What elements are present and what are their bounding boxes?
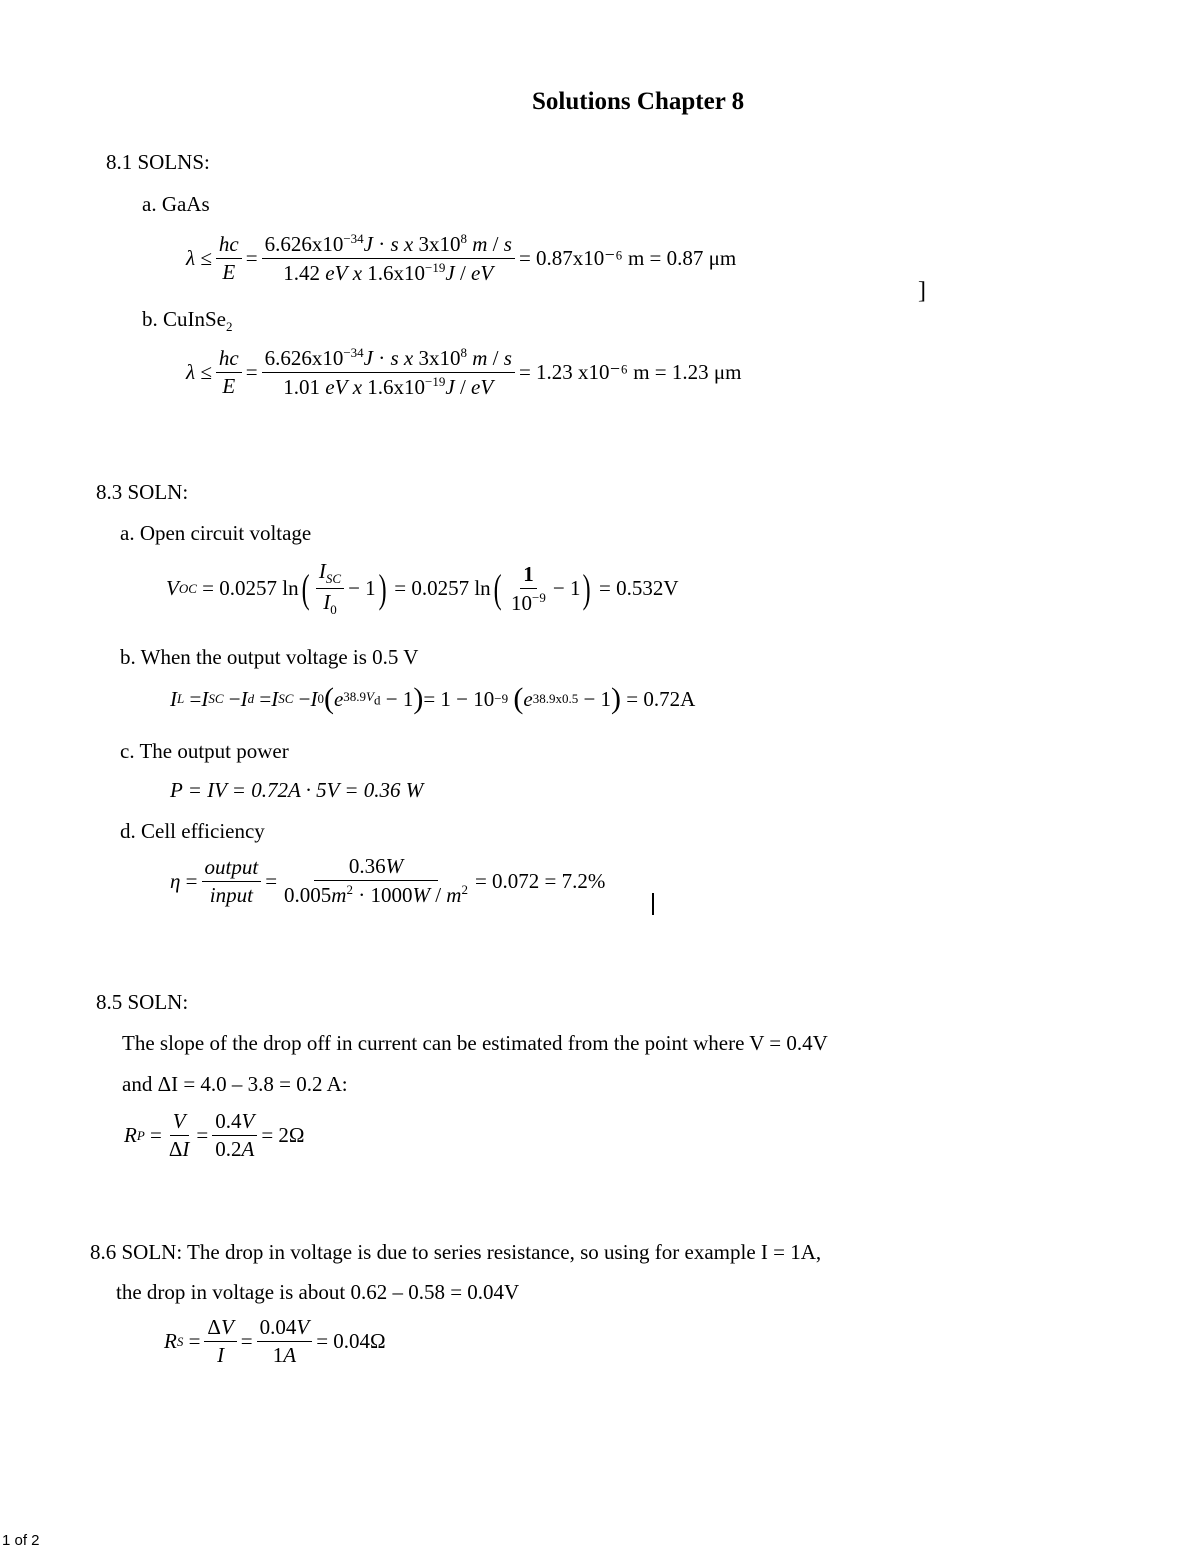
section-8-6-line-1: 8.6 SOLN: The drop in voltage is due to series resistance, so using for example I = 1A, <box>90 1240 822 1264</box>
il-result: = 0.72A <box>626 686 696 711</box>
section-8-1-a-label: a. GaAs <box>142 192 210 216</box>
equation-load-current: I L = I SC − I d = I SC − I 0 ( e $38.9V_d$ − 1 ) = 1 − 10 −9 ( e 38.9x0.5 − 1 ) = 0.72A <box>170 682 696 715</box>
gaas-result: = 0.87x10⁻⁶ m = 0.87 μm <box>518 246 737 271</box>
rp-result: = 2Ω <box>261 1123 305 1148</box>
equation-series-resistance: R S = $\frac{\Delta V}{I}$ = $\frac{0.04V}{1A}$ = 0.04Ω <box>164 1315 386 1368</box>
section-8-1-b-label: b. CuInSe$_2$ <box>142 307 233 335</box>
equation-gaas-wavelength: λ ≤ $\frac{hc}{E}$ = $\frac{6.626x10^{-34}J \cdot s x 3x10^8 m / s}{1.42 eV x 1.6x10^{-19}J / eV}$ = 0.87x10⁻⁶ m = 0.87 μm <box>186 231 737 286</box>
rs-result: = 0.04Ω <box>316 1329 386 1354</box>
cuinse2-result: = 1.23 x10⁻⁶ m = 1.23 μm <box>518 360 742 385</box>
stray-bracket: ] <box>918 278 926 304</box>
page-title: Solutions Chapter 8 <box>532 88 745 115</box>
section-8-5-line-1: The slope of the drop off in current can be estimated from the point where V = 0.4V <box>122 1031 828 1055</box>
text-cursor <box>652 893 654 915</box>
section-8-3-heading: 8.3 SOLN: <box>96 480 189 504</box>
section-8-5-line-2: and ΔI = 4.0 – 3.8 = 0.2 A: <box>122 1072 348 1096</box>
section-8-1-heading: 8.1 SOLNS: <box>106 150 210 174</box>
equation-parallel-resistance: R P = $\frac{V}{\Delta I}$ = $\frac{0.4V}{0.2A}$ = 2Ω <box>124 1109 305 1162</box>
equation-open-circuit-voltage: V OC = 0.0257 ln ( $\frac{I_{SC}}{I_0}$ − 1 ) = 0.0257 ln ( $\frac{1}{10^{-9}}$ − 1 ) = 0.532V <box>166 559 679 618</box>
section-8-3-a-label: a. Open circuit voltage <box>120 521 312 545</box>
eta-result: = 0.072 = 7.2% <box>474 868 606 893</box>
equation-cell-efficiency: η = $\frac{\text{output}}{\text{input}}$ = $\frac{0.36W}{0.005m^2 \cdot 1000W / m^2}$ = 0.072 = 7.2% <box>170 854 606 908</box>
section-8-3-c-label: c. The output power <box>120 739 289 763</box>
equation-cuinse2-wavelength: λ ≤ $\frac{hc}{E}$ = $\frac{6.626x10^{-34}J \cdot s x 3x10^8 m / s}{1.01 eV x 1.6x10^{-19}J / eV}$ = 1.23 x10⁻⁶ m = 1.23 μm <box>186 345 742 400</box>
equation-output-power: P = IV = 0.72A · 5V = 0.36 W <box>170 778 424 802</box>
section-8-3-b-label: b. When the output voltage is 0.5 V <box>120 645 419 669</box>
section-8-6-line-2: the drop in voltage is about 0.62 – 0.58 = 0.04V <box>116 1280 520 1304</box>
page-number: 1 of 2 <box>2 1532 40 1549</box>
voc-result: = 0.532V <box>599 576 679 601</box>
section-8-3-d-label: d. Cell efficiency <box>120 819 265 843</box>
section-8-5-heading: 8.5 SOLN: <box>96 990 189 1014</box>
